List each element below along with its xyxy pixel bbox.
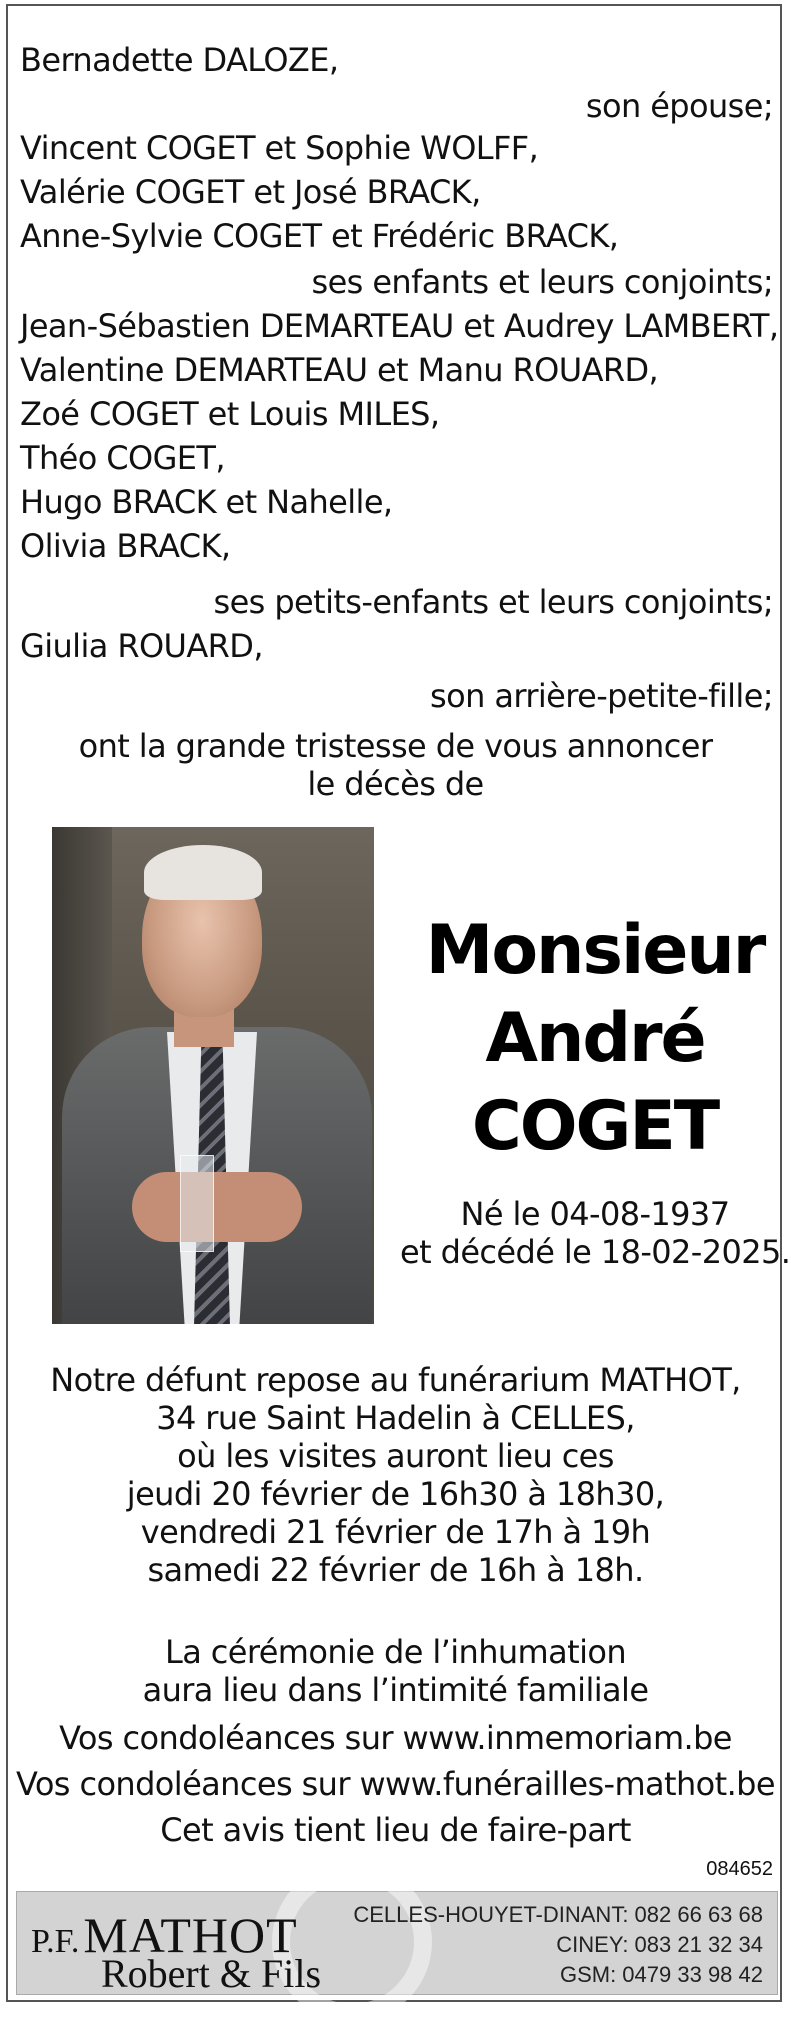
visit-line: 34 rue Saint Hadelin à CELLES, [156, 1399, 635, 1437]
grandchild-line: Jean-Sébastien DEMARTEAU et Audrey LAMBERT, [20, 307, 779, 345]
birth-date: Né le 04-08-1937 [460, 1195, 730, 1233]
visit-line: samedi 22 février de 16h à 18h. [147, 1551, 644, 1589]
announcement-line2: le décès de [307, 765, 484, 803]
announcement-line1: ont la grande tristesse de vous annoncer [78, 727, 713, 765]
portrait-photo [52, 827, 374, 1324]
pf-label: P.F. [31, 1923, 80, 1960]
great-grandchild-role: son arrière-petite-fille; [430, 677, 773, 715]
spouse-name: Bernadette DALOZE, [20, 41, 339, 79]
funeral-home-footer [16, 1891, 778, 1995]
brand-name: MATHOT [83, 1907, 298, 1963]
contact-line: GSM: 0479 33 98 42 [559, 1962, 763, 1987]
great-grandchild-line: Giulia ROUARD, [20, 627, 263, 665]
grandchild-line: Théo COGET, [20, 439, 225, 477]
grandchild-line: Hugo BRACK et Nahelle, [20, 483, 393, 521]
visit-line: Notre défunt repose au funérarium MATHOT, [50, 1361, 741, 1399]
deceased-title: Monsieur [425, 911, 765, 990]
deceased-last-name: COGET [471, 1087, 719, 1166]
deceased-first-name: André [485, 999, 705, 1078]
child-line: Anne-Sylvie COGET et Frédéric BRACK, [20, 217, 619, 255]
children-role: ses enfants et leurs conjoints; [311, 263, 773, 301]
condolences-link: Vos condoléances sur www.funérailles-mathot.be [16, 1765, 775, 1803]
contact-line: CELLES-HOUYET-DINANT: 082 66 63 68 [353, 1902, 763, 1927]
contact-list [353, 1900, 763, 1990]
ceremony-line2: aura lieu dans l’intimité familiale [142, 1671, 649, 1709]
grandchild-line: Zoé COGET et Louis MILES, [20, 395, 440, 433]
child-line: Vincent COGET et Sophie WOLFF, [20, 129, 539, 167]
spouse-role: son épouse; [585, 87, 773, 125]
condolences-link: Vos condoléances sur www.inmemoriam.be [59, 1719, 732, 1757]
contact-line: CINEY: 083 21 32 34 [556, 1932, 763, 1957]
child-line: Valérie COGET et José BRACK, [20, 173, 481, 211]
notice-line: Cet avis tient lieu de faire-part [160, 1811, 631, 1849]
death-date: et décédé le 18-02-2025. [400, 1233, 791, 1271]
reference-number: 084652 [706, 1858, 773, 1880]
brand-subline: Robert & Fils [101, 1951, 322, 1996]
visit-line: jeudi 20 février de 16h30 à 18h30, [126, 1475, 665, 1513]
grandchild-line: Olivia BRACK, [20, 527, 231, 565]
ceremony-line1: La cérémonie de l’inhumation [164, 1633, 627, 1671]
visit-line: où les visites auront lieu ces [177, 1437, 614, 1475]
grandchild-line: Valentine DEMARTEAU et Manu ROUARD, [20, 351, 659, 389]
grandchildren-role: ses petits-enfants et leurs conjoints; [213, 583, 773, 621]
visit-line: vendredi 21 février de 17h à 19h [140, 1513, 651, 1551]
